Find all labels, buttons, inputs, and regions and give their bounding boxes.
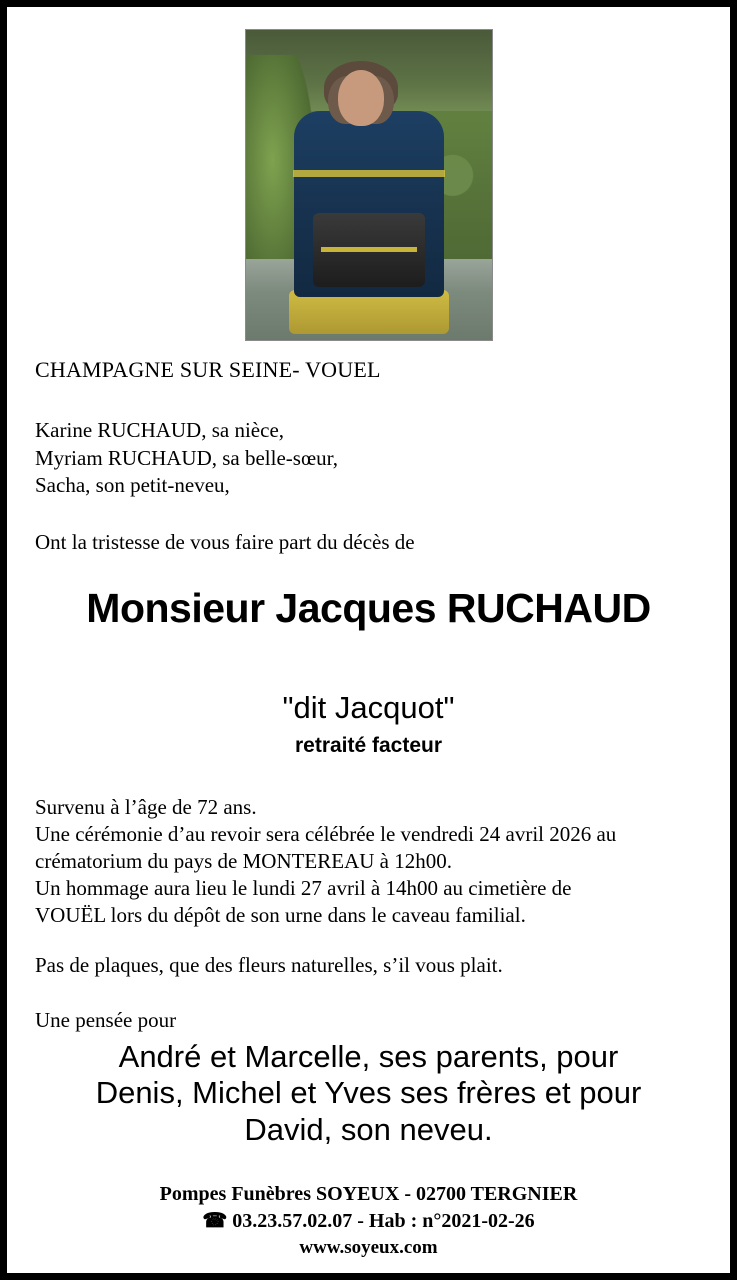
family-member: Karine RUCHAUD, sa nièce, xyxy=(35,418,285,442)
footer xyxy=(7,1181,730,1261)
footer-phone-row xyxy=(7,1208,730,1235)
family-member: Myriam RUCHAUD, sa belle-sœur, xyxy=(35,445,339,470)
family-member: Sacha, son petit-neveu, xyxy=(35,473,230,498)
flowers-note: Pas de plaques, que des fleurs naturelles, s’il vous plait. xyxy=(35,952,503,977)
nickname: "dit Jacquot" xyxy=(282,690,455,726)
profession: retraité facteur xyxy=(294,734,443,758)
thought-line: André et Marcelle, ses parents, pour xyxy=(118,1038,619,1074)
detail-line: Une cérémonie d’au revoir sera célébrée le vendredi 24 avril 2026 au xyxy=(35,822,617,847)
deceased-name: Monsieur Jacques RUCHAUD xyxy=(86,585,651,632)
detail-line: Un hommage aura lieu le lundi 27 avril à 14h00 au cimetière de xyxy=(35,875,572,900)
thought-line: David, son neveu. xyxy=(244,1111,493,1147)
city-line: CHAMPAGNE SUR SEINE- VOUEL xyxy=(35,357,381,382)
thought-line: Denis, Michel et Yves ses frères et pour xyxy=(95,1075,642,1111)
ceremony-details xyxy=(35,794,702,928)
phone-number: 03.23.57.02.07 - Hab : n°2021-02-26 xyxy=(232,1210,535,1233)
funeral-home-name: Pompes Funèbres SOYEUX - 02700 TERGNIER xyxy=(159,1183,578,1206)
detail-line: crématorium du pays de MONTEREAU à 12h00. xyxy=(35,848,452,873)
photo-mail-bag-strap xyxy=(321,247,417,252)
detail-line: VOUËL lors du dépôt de son urne dans le caveau familial. xyxy=(35,902,526,927)
announcement-line: Ont la tristesse de vous faire part du décès de xyxy=(35,530,415,555)
portrait-photo xyxy=(245,29,493,341)
thought-body xyxy=(35,1039,702,1149)
photo-jacket-stripe xyxy=(293,170,445,177)
detail-line: Survenu à l’âge de 72 ans. xyxy=(35,795,257,820)
phone-icon: ☎ xyxy=(202,1210,228,1233)
photo-person-head xyxy=(338,70,384,126)
family-list xyxy=(35,417,702,500)
website-link[interactable]: www.soyeux.com xyxy=(299,1237,438,1259)
notice-content xyxy=(7,7,730,1273)
thought-intro: Une pensée pour xyxy=(35,1007,177,1032)
portrait-photo-wrapper xyxy=(35,29,702,341)
